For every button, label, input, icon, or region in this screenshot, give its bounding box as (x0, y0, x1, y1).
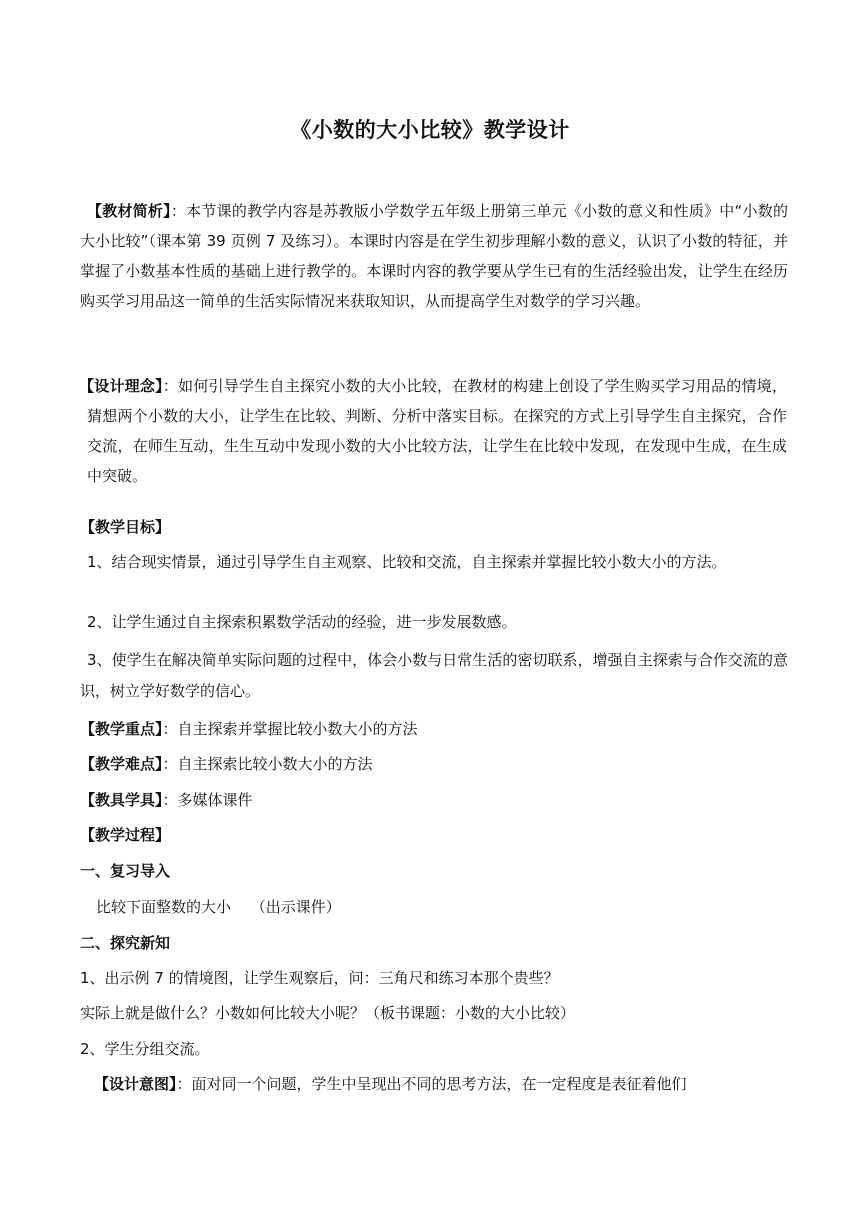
tools-text: ：多媒体课件 (162, 791, 253, 809)
section-2-title: 二、探究新知 (80, 934, 171, 952)
tools-line (80, 789, 253, 811)
design-intent-text: ：面对同一个问题，学生中呈现出不同的思考方法，在一定程度是表征着他们 (176, 1075, 687, 1093)
design-intent-line (94, 1073, 687, 1095)
difficulty-line (80, 753, 373, 775)
concept-label: 【设计理念】 (79, 377, 163, 395)
tools-label: 【教具学具】 (80, 791, 163, 809)
goal-item-2: 2、让学生通过自主探索积累数学活动的经验，进一步发展数感。 (87, 613, 517, 631)
concept-text: ：如何引导学生自主探究小数的大小比较，在教材的构建上创设了学生购买学习用品的情境，猜想两个小数的大小，让学生在比较、判断、分析中落实目标。在探究的方式上引导学生自主探究，合作交流，在师生互动，生生互动中发现小数的大小比较方法，让学生在比较中发现，在发现中生成，在生成中突破。 (87, 377, 787, 485)
difficulty-label: 【教学难点】 (80, 755, 163, 773)
goals-heading: 【教学目标】 (80, 518, 171, 536)
key-point-label: 【教学重点】 (80, 720, 163, 738)
goal-item-1: 1、结合现实情景，通过引导学生自主观察、比较和交流，自主探索并掌握比较小数大小的方法。 (87, 553, 727, 571)
key-point-line (80, 718, 418, 740)
section-2-line-1: 1、出示例 7 的情境图，让学生观察后，问：三角尺和练习本那个贵些？ (80, 969, 559, 987)
concept-paragraph (79, 371, 787, 491)
intro-label: 【教材简析】 (87, 202, 171, 220)
goal-item-3: 3、使学生在解决简单实际问题的过程中，体会小数与日常生活的密切联系，增强自主探索与合作交流的意识，树立学好数学的信心。 (80, 651, 788, 700)
section-1-title: 一、复习导入 (80, 862, 171, 880)
intro-text: ：本节课的教学内容是苏教版小学数学五年级上册第三单元《小数的意义和性质》中“小数的大小比较”（课本第 39 页例 7 及练习）。本课时内容是在学生初步理解小数的意义，认识了小数的特征，并掌握了小数基本性质的基础上进行教学的。本课时内容的教学要从学生已有的生活经验出发，让学生在经历购买学习用品这一简单的生活实际情况来获取知识，从而提高学生对数学的学习兴趣。 (80, 202, 788, 310)
key-point-text: ：自主探索并掌握比较小数大小的方法 (162, 720, 418, 738)
intro-paragraph (80, 196, 788, 316)
design-intent-label: 【设计意图】 (94, 1075, 177, 1093)
section-2-line-2: 实际上就是做什么？小数如何比较大小呢？（板书课题：小数的大小比较） (80, 1004, 576, 1022)
document-title: 《小数的大小比较》教学设计 (290, 118, 570, 142)
section-1-line: 比较下面整数的大小 （出示课件） (96, 898, 341, 916)
process-heading: 【教学过程】 (80, 826, 171, 844)
difficulty-text: ：自主探索比较小数大小的方法 (162, 755, 373, 773)
section-2-line-3: 2、学生分组交流。 (80, 1040, 210, 1058)
